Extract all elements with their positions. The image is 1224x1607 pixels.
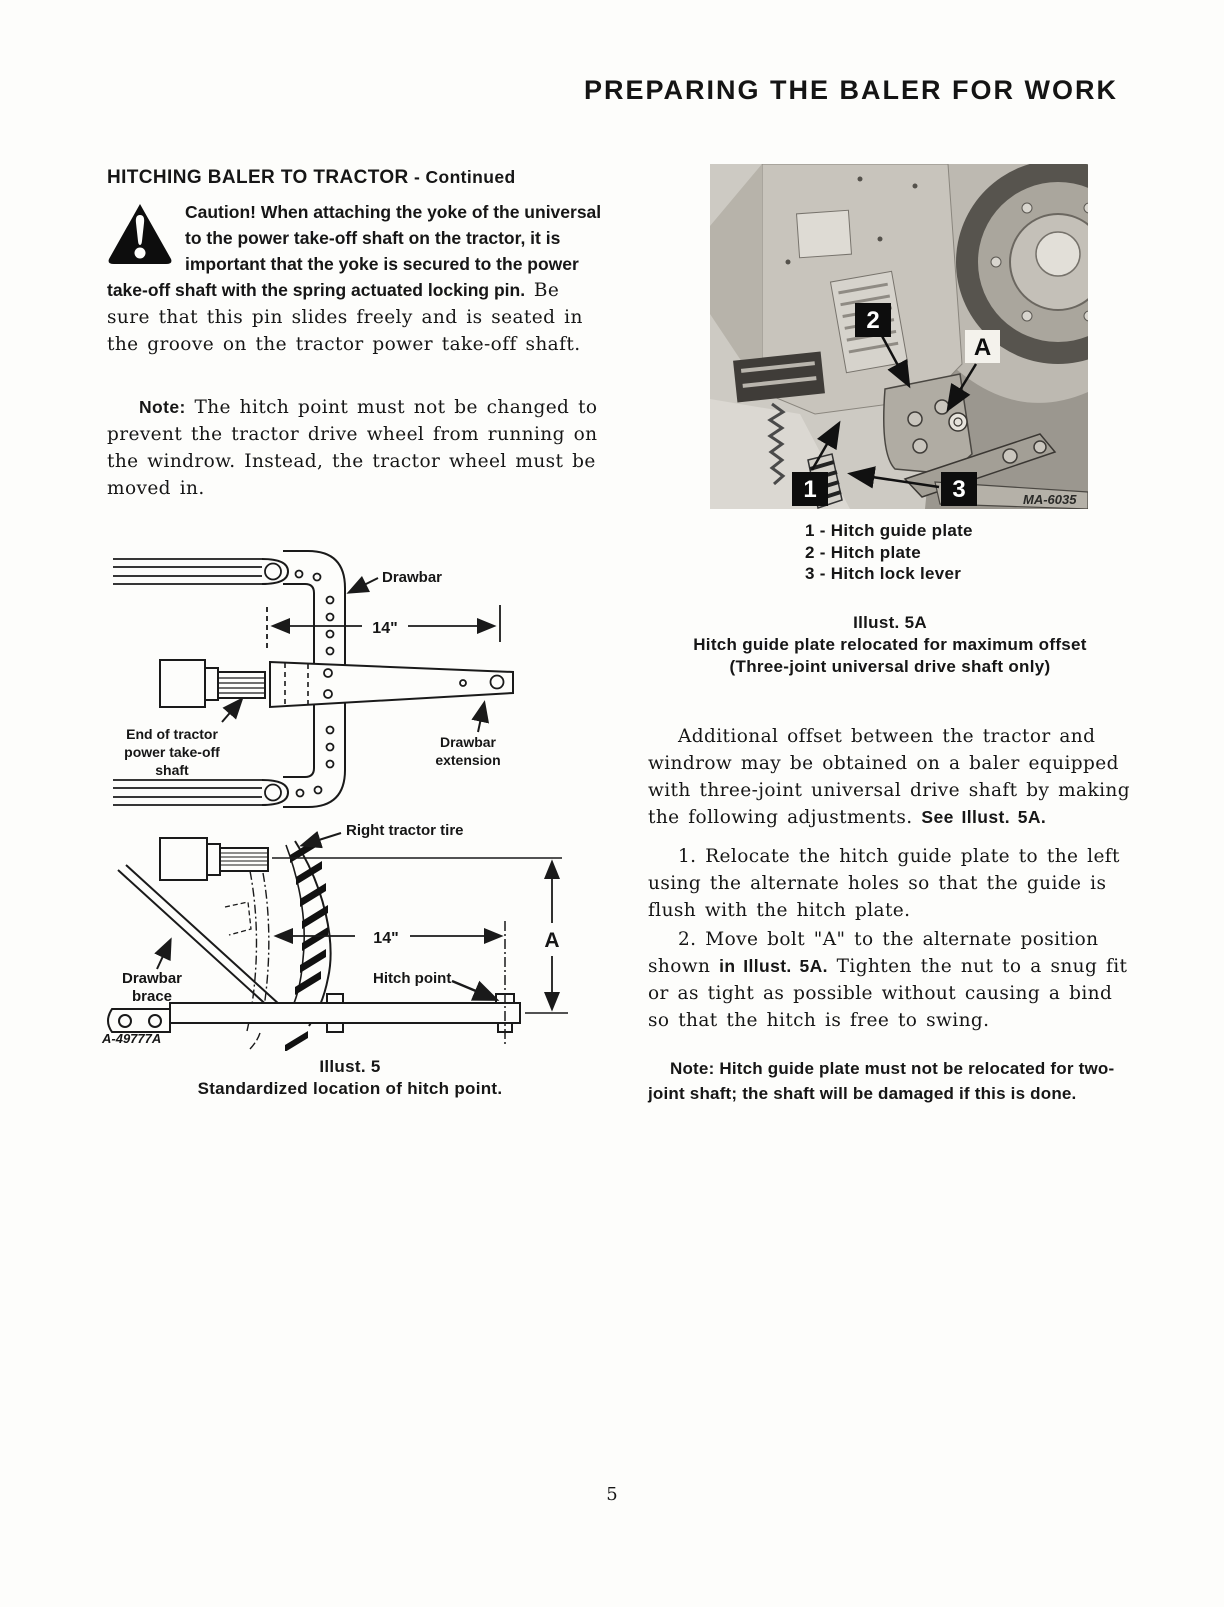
note-text: The hitch point must not be changed to prevent the tractor drive wheel from running on the windrow. Instead, the tractor wheel must be moved in.: [107, 397, 598, 499]
illust5a-line2: (Three-joint universal drive shaft only): [729, 657, 1051, 676]
illust5a-line1: Hitch guide plate relocated for maximum offset: [693, 635, 1087, 654]
page-number: 5: [606, 1484, 618, 1505]
extension-label-line: extension: [435, 752, 501, 768]
legend-item: 3 - Hitch lock lever: [805, 564, 962, 583]
pto-label-line: shaft: [155, 762, 189, 778]
step-1-paragraph: [648, 843, 1135, 924]
callout-2-label: 2: [866, 307, 880, 334]
legend-item: 1 - Hitch guide plate: [805, 521, 973, 540]
tire-label: Right tractor tire: [346, 822, 464, 839]
brace-label-line: Drawbar: [121, 970, 183, 987]
brace-label: [122, 970, 182, 1005]
additional-offset-paragraph: [648, 723, 1135, 831]
note-paragraph-right: [648, 1056, 1135, 1106]
step-2-text: 2. Move bolt "A" to the alternate position shown: [648, 929, 1099, 977]
pto-label-arrow: [222, 700, 241, 722]
illust-ref: in Illust. 5A.: [719, 956, 828, 976]
note-label: Note:: [670, 1059, 715, 1078]
hitch-photo: [710, 164, 1088, 509]
brace-label-arrow: [157, 941, 170, 969]
illust5a-title: Illust. 5A: [853, 613, 927, 632]
baler-housing: [710, 164, 962, 414]
extension-label: [435, 734, 500, 768]
photo-legend: [805, 520, 973, 585]
pto-shaft-shape: [160, 838, 268, 880]
photo-credit: MA-6035: [1023, 492, 1077, 507]
paragraph-serif: Additional offset between the tractor and windrow may be obtained on a baler equipped with three-joint universal drive shaft by making the following adjustments.: [648, 726, 1130, 828]
illust5-text: Standardized location of hitch point.: [197, 1079, 503, 1098]
diagram-part-number: A-49777A: [102, 1031, 162, 1046]
step-2-text-cont: Tighten the nut to a snug fit or as tight as possible without causing a bind so that the hitch is free to swing.: [648, 956, 1128, 1031]
drawbar-extension-shape: [270, 662, 513, 707]
pto-label: [124, 726, 220, 778]
illust5-title: Illust. 5: [319, 1057, 381, 1076]
hitch-point-label: Hitch point: [373, 970, 452, 987]
extension-label-line: Drawbar: [439, 734, 497, 750]
pto-label-line: power take-off: [124, 744, 220, 760]
hitch-point-diagram: [100, 793, 570, 1051]
dimension-label: 14": [373, 930, 399, 947]
section-heading-text: HITCHING BALER TO TRACTOR: [107, 167, 409, 188]
brace-label-line: brace: [131, 988, 173, 1005]
illust5a-caption: [640, 612, 1140, 678]
pto-label-line: End of tractor: [126, 726, 218, 742]
tire-label-arrow: [303, 833, 341, 845]
note-paragraph-left: [107, 394, 607, 502]
section-heading-suffix: - Continued: [408, 167, 516, 187]
legend-item: 2 - Hitch plate: [805, 542, 921, 562]
extension-label-arrow: [478, 704, 484, 732]
fender-hidden-edge: [225, 902, 251, 935]
page-title: PREPARING THE BALER FOR WORK: [584, 75, 1118, 105]
callout-3-label: 3: [952, 476, 966, 503]
dimension-label: 14": [372, 620, 398, 637]
drawbar-label-arrow: [350, 578, 378, 592]
hitch-point-label-arrow: [452, 981, 495, 999]
section-heading: [107, 167, 516, 189]
caution-text-gothic: Caution! When attaching the yoke of the universal to the power take-off shaft on the tractor, it is important that the yoke is secured to the power take-off shaft with the spring actuated locking pin.: [107, 202, 602, 300]
drawbar-label: Drawbar: [382, 569, 443, 586]
caution-warning-icon: [107, 203, 173, 265]
step-1-text: 1. Relocate the hitch guide plate to the left using the alternate holes so that the guide is flush with the hitch plate.: [648, 846, 1120, 921]
note-label: Note:: [139, 397, 186, 417]
illust5-caption: [100, 1056, 600, 1100]
callout-1-label: 1: [803, 476, 817, 503]
dimension-a-label: A: [544, 929, 560, 952]
caution-text-serif: Be sure that this pin slides freely and is seated in the groove on the tractor power take-off shaft.: [107, 280, 583, 355]
drawbar-diagram: [100, 542, 520, 812]
pto-shaft-shape: [160, 660, 265, 707]
see-illust-ref: See Illust. 5A.: [921, 807, 1047, 827]
step-2-paragraph: [648, 926, 1135, 1034]
caution-paragraph: [107, 199, 607, 358]
note-text: Hitch guide plate must not be relocated for two-joint shaft; the shaft will be damaged if this is done.: [648, 1059, 1115, 1103]
callout-a-label: A: [973, 334, 992, 361]
